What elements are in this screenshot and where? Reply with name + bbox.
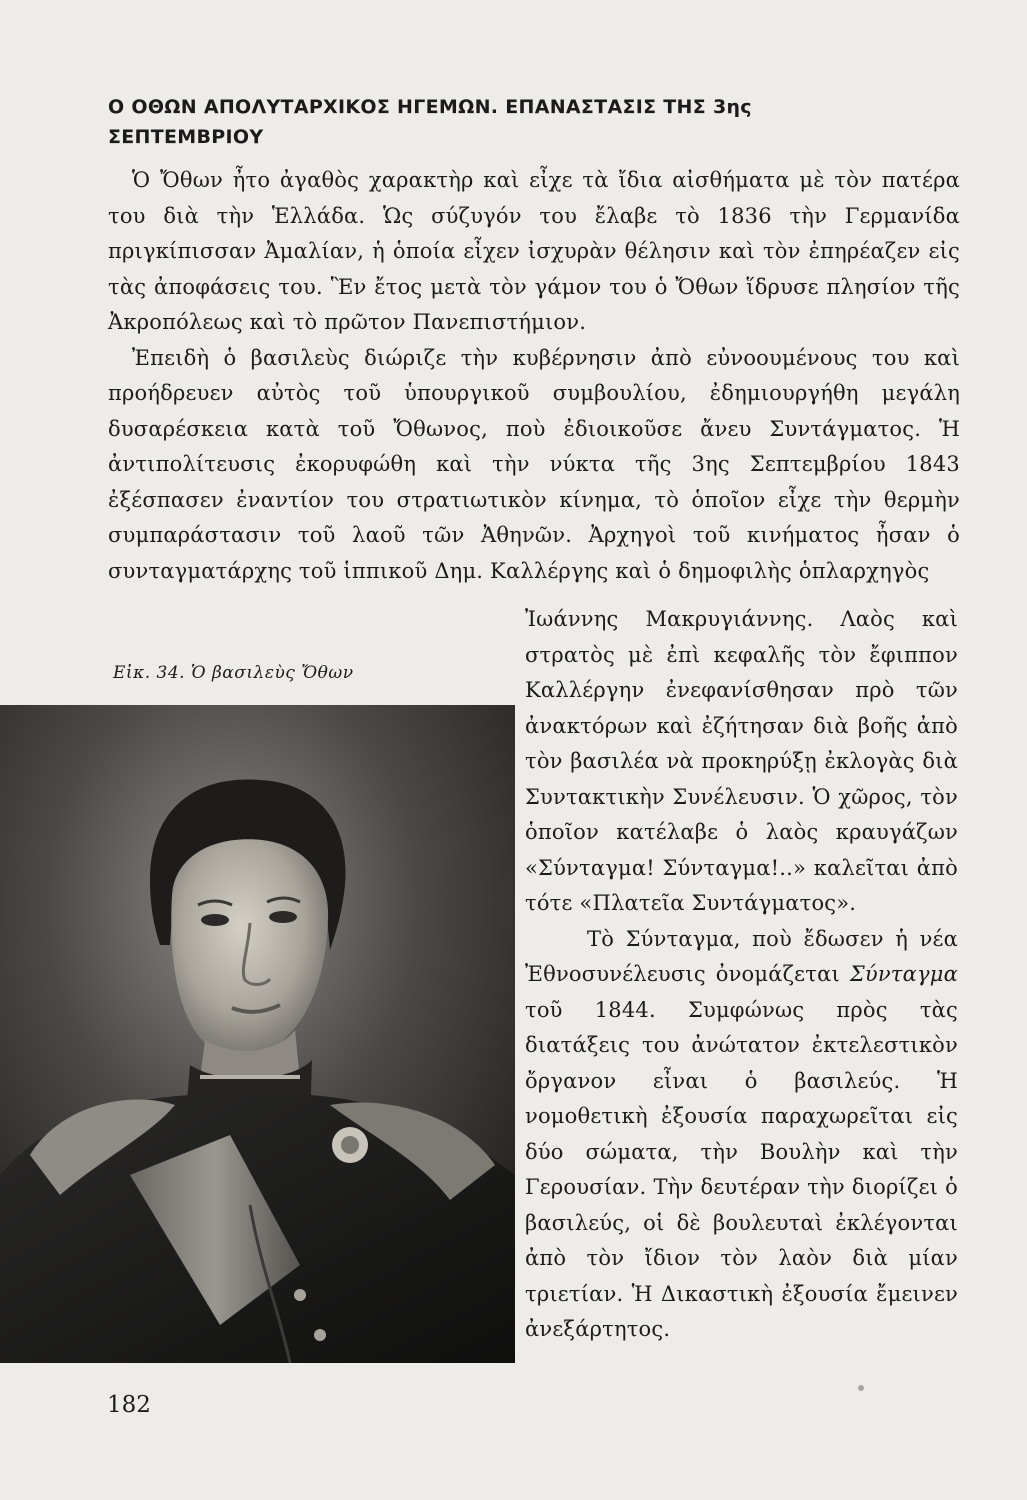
figure-caption: Εἰκ. 34. Ὁ βασιλεὺς Ὄθων (113, 663, 354, 683)
constitution-italic-term: Σύνταγμα (849, 962, 958, 986)
ink-speck (858, 1385, 864, 1391)
paragraph-otto-marriage: Ὁ Ὄθων ἦτο ἀγαθὸς χαρακτὴρ καὶ εἶχε τὰ ἴδια αἰσθήματα μὲ τὸν πατέρα του διὰ τὴν Ἑλλάδα. Ὡς σύζυγόν του ἔλαβε τὸ 1836 τὴν Γερμανίδα πριγκίπισσαν Ἀμαλίαν, ἡ ὁποία εἶχεν ἰσχυρὰν θέλησιν καὶ τὸν ἐπηρέαζεν εἰς τὰς ἀποφάσεις του. Ἓν ἔτος μετὰ τὸν γάμον του ὁ Ὄθων ἵδρυσε πλησίον τῆς Ἀκροπόλεως καὶ τὸ πρῶτον Πανεπιστήμιον. (108, 168, 960, 334)
body-text-full-width (108, 163, 960, 589)
page-number: 182 (107, 1392, 151, 1418)
constitution-text-start: Τὸ Σύνταγμα, ποὺ ἔδωσεν ἡ νέα Ἐθνοσυνέλευσις ὀνομάζεται (525, 926, 958, 986)
chapter-heading-line-2: ΣΕΠΤΕΜΒΡΙΟΥ (108, 126, 264, 148)
portrait-king-otto-image (0, 705, 515, 1363)
chapter-heading-line-1: Ο ΟΘΩΝ ΑΠΟΛΥΤΑΡΧΙΚΟΣ ΗΓΕΜΩΝ. ΕΠΑΝΑΣΤΑΣΙΣ ΤΗΣ 3ης (108, 96, 752, 118)
chapter-heading (108, 92, 968, 152)
paragraph-september-revolution: Ἐπειδὴ ὁ βασιλεὺς διώριζε τὴν κυβέρνησιν ἀπὸ εὐνοουμένους του καὶ προήδρευεν αὐτὸς τοῦ ὑπουργικοῦ συμβουλίου, ἐδημιουργήθη μεγάλη δυσαρέσκεια κατὰ τοῦ Ὄθωνος, ποὺ ἐδιοικοῦσε ἄνευ Συντάγματος. Ἡ ἀντιπολίτευσις ἐκορυφώθη καὶ τὴν νύκτα τῆς 3ης Σεπτεμβρίου 1843 ἐξέσπασεν ἐναντίον του στρατιωτικὸν κίνημα, τὸ ὁποῖον εἶχε τὴν θερμὴν συμπαράστασιν τοῦ λαοῦ τῶν Ἀθηνῶν. Ἀρχηγοὶ τοῦ κινήματος ἦσαν ὁ συνταγματάρχης τοῦ ἱππικοῦ Δημ. Καλλέργης καὶ ὁ δημοφιλὴς ὁπλαρχηγὸς (108, 345, 960, 583)
body-text-right-column (525, 602, 958, 1348)
paragraph-constitution-1844 (525, 922, 958, 1348)
paragraph-revolution-continued: Ἰωάννης Μακρυγιάννης. Λαὸς καὶ στρατὸς μὲ ἐπὶ κεφαλῆς τὸν ἔφιππον Καλλέργην ἐνεφανίσθησαν πρὸ τῶν ἀνακτόρων καὶ ἐζήτησαν διὰ βοῆς ἀπὸ τὸν βασιλέα νὰ προκηρύξῃ ἐκλογὰς διὰ Συντακτικὴν Συνέλευσιν. Ὁ χῶρος, τὸν ὁποῖον κατέλαβε ὁ λαὸς κραυγάζων «Σύνταγμα! Σύνταγμα!..» καλεῖται ἀπὸ τότε «Πλατεῖα Συντάγματος». (525, 607, 958, 915)
constitution-text-rest: τοῦ 1844. Συμφώνως πρὸς τὰς διατάξεις του ἀνώτατον ἐκτελεστικὸν ὄργανον εἶναι ὁ βασιλεύς. Ἡ νομοθετικὴ ἐξουσία παραχωρεῖται εἰς δύο σώματα, τὴν Βουλὴν καὶ τὴν Γερουσίαν. Τὴν δευτέραν τὴν διορίζει ὁ βασιλεύς, οἱ δὲ βουλευταὶ ἐκλέγονται ἀπὸ τὸν ἴδιον τὸν λαὸν διὰ μίαν τριετίαν. Ἡ Δικαστικὴ ἐξουσία ἔμεινεν ἀνεξάρτητος. (525, 997, 958, 1341)
